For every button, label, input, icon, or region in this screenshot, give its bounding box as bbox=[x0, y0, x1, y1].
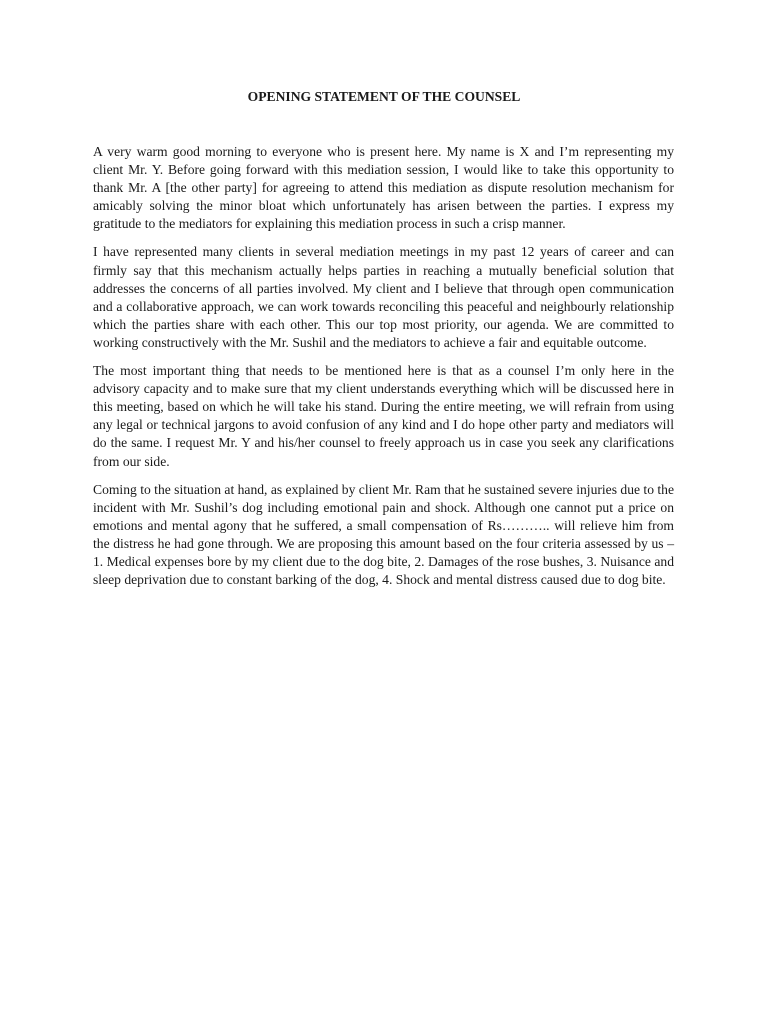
paragraph-introduction: A very warm good morning to everyone who is present here. My name is X and I’m representing my client Mr. Y. Before going forward with this mediation session, I would like to take this opportunity to thank Mr. A [the other party] for agreeing to attend this mediation as dispute resolution mechanism for amicably solving the minor bloat which unfortunately has arisen between the parties. I express my gratitude to the mediators for explaining this mediation process in such a crisp manner. bbox=[93, 144, 674, 232]
paragraph-compensation: Coming to the situation at hand, as explained by client Mr. Ram that he sustained severe injuries due to the incident with Mr. Sushil’s dog including emotional pain and shock. Although one cannot put a price on emotions and mental agony that he suffered, a small compensation of Rs……….. will relieve him from the distress he had gone through. We are proposing this amount based on the four criteria assessed by us – 1. Medical expenses bore by my client due to the dog bite, 2. Damages of the rose bushes, 3. Nuisance and sleep deprivation due to constant barking of the dog, 4. Shock and mental distress caused due to dog bite. bbox=[93, 481, 675, 588]
paragraph-experience: I have represented many clients in several mediation meetings in my past 12 years of career and can firmly say that this mechanism actually helps parties in reaching a mutually beneficial solution that addresses the concerns of all parties involved. My client and I believe that through open communication and a collaborative approach, we can work towards reconciling this peaceful and neighbourly relationship which the parties share with each other. This our top most priority, our agenda. We are committed to working constructively with the Mr. Sushil and the mediators to achieve a fair and equitable outcome. bbox=[93, 244, 674, 350]
document-body bbox=[93, 143, 674, 599]
paragraph-advisory-role: The most important thing that needs to be mentioned here is that as a counsel I’m only here in the advisory capacity and to make sure that my client understands everything which will be discussed here in this meeting, based on which he will take his stand. During the entire meeting, we will refrain from using any legal or technical jargons to avoid confusion of any kind and I do hope other party and mediators will do the same. I request Mr. Y and his/her counsel to freely approach us in case you seek any clarifications from our side. bbox=[93, 363, 674, 469]
document-title: OPENING STATEMENT OF THE COUNSEL bbox=[247, 89, 521, 104]
